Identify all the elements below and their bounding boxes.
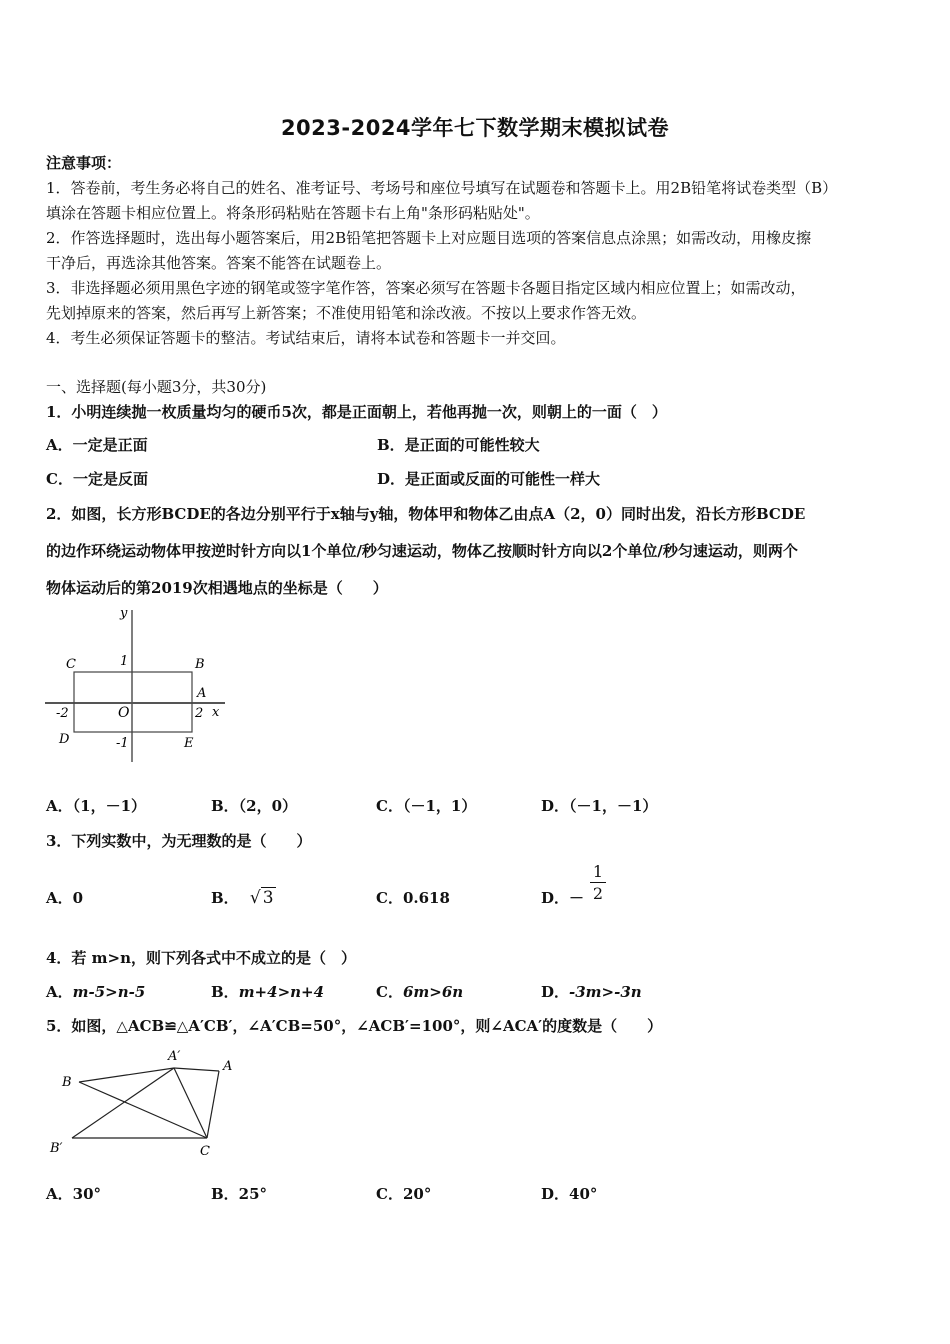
q2-option-d: D．（－1，－1） (541, 797, 658, 815)
notice-line: 2．作答选择题时，选出每小题答案后，用2B铅笔把答题卡上对应题目选项的答案信息点涂黑；如需改动，用橡皮擦 (46, 229, 812, 247)
tick-label-1: 1 (120, 654, 129, 669)
vertex-a-prime-label: A′ (168, 1049, 181, 1064)
q4-option-c (376, 981, 463, 1002)
q4-option-a-label: A． (46, 983, 73, 1001)
tick-label-neg2: -2 (56, 706, 69, 721)
q2-option-a: A．（1，－1） (46, 797, 147, 815)
q4-option-c-expr: 6m>6n (402, 983, 464, 1001)
q5-option-b: B．25° (211, 1185, 268, 1203)
question-5-stem: 5．如图，△ACB≌△A′CB′，∠A′CB=50°，∠ACB′=100°，则∠ACA′的度数是（ ） (46, 1017, 663, 1035)
segment-a1c (174, 1068, 207, 1138)
q5-option-a: A．30° (46, 1185, 102, 1203)
point-b-label: B (195, 657, 205, 672)
q4-option-d (541, 981, 642, 1002)
segment-bc (79, 1082, 207, 1138)
q3-option-c: C．0.618 (376, 889, 450, 907)
point-c-label: C (66, 657, 76, 672)
point-a-label: A (197, 686, 207, 701)
sqrt-radicand: 3 (262, 888, 274, 908)
notice-line: 先划掉原来的答案，然后再写上新答案；不准使用铅笔和涂改液。不按以上要求作答无效。 (46, 304, 647, 322)
question-2-line3: 物体运动后的第2019次相遇地点的坐标是（ ） (46, 579, 388, 597)
page-title: 2023-2024学年七下数学期末模拟试卷 (280, 116, 670, 140)
q2-coordinate-figure (40, 600, 240, 775)
q4-option-b (211, 981, 324, 1002)
vertex-a-label: A (223, 1059, 233, 1074)
q4-option-b-label: B． (211, 983, 239, 1001)
q1-option-b: B．是正面的可能性较大 (377, 436, 540, 454)
segment-ba1 (79, 1068, 174, 1082)
fraction-denominator: 2 (592, 884, 604, 903)
q5-triangle-figure (44, 1042, 244, 1162)
x-axis-label: x (212, 705, 220, 720)
q1-option-c: C．一定是反面 (46, 470, 148, 488)
segment-ac (207, 1071, 219, 1138)
question-1-stem: 1．小明连续抛一枚质量均匀的硬币5次，都是正面朝上，若他再抛一次，则朝上的一面（ ） (46, 403, 667, 421)
tick-label-neg1: -1 (116, 736, 129, 751)
notice-line: 1．答卷前，考生务必将自己的姓名、准考证号、考场号和座位号填写在试题卷和答题卡上。用2B铅笔将试卷类型（B） (46, 179, 838, 197)
q2-option-b: B．（2，0） (211, 797, 298, 815)
notice-line: 4．考生必须保证答题卡的整洁。考试结束后，请将本试卷和答题卡一并交回。 (46, 329, 566, 347)
point-e-label: E (184, 736, 194, 751)
fraction-bar (590, 882, 606, 883)
origin-label: O (118, 705, 130, 721)
q1-option-d: D．是正面或反面的可能性一样大 (377, 470, 601, 488)
tick-label-2: 2 (195, 706, 204, 721)
q4-option-d-expr: -3m>-3n (569, 983, 642, 1001)
y-axis-label: y (120, 606, 128, 621)
question-2-line1: 2．如图，长方形BCDE的各边分别平行于x轴与y轴，物体甲和物体乙由点A（2，0）同时出发，沿长方形BCDE (46, 505, 806, 523)
segment-a1a (174, 1068, 219, 1071)
q3-option-b (211, 887, 276, 908)
q3-option-d-label: D．－ (541, 889, 585, 907)
q4-option-d-label: D． (541, 983, 570, 1001)
fraction-one-half (590, 862, 606, 903)
vertex-b-prime-label: B′ (50, 1141, 63, 1156)
segment-b1a1 (72, 1068, 174, 1138)
sqrt-radical-icon: √ (249, 888, 261, 908)
q3-option-b-label: B． (211, 889, 239, 907)
notice-line: 填涂在答题卡相应位置上。将条形码粘贴在答题卡右上角"条形码粘贴处"。 (46, 204, 540, 222)
q3-option-a: A．0 (46, 889, 84, 907)
fraction-numerator: 1 (592, 862, 604, 881)
q3-option-d (541, 887, 584, 908)
q5-option-c: C．20° (376, 1185, 432, 1203)
q2-option-c: C．（－1，1） (376, 797, 477, 815)
point-d-label: D (59, 732, 70, 747)
q5-option-d: D．40° (541, 1185, 598, 1203)
question-2-line2: 的边作环绕运动物体甲按逆时针方向以1个单位/秒匀速运动，物体乙按顺时针方向以2个单位/秒匀速运动，则两个 (46, 542, 798, 560)
section-heading: 一、选择题(每小题3分，共30分) (46, 378, 267, 396)
notice-line: 干净后，再选涂其他答案。答案不能答在试题卷上。 (46, 254, 392, 272)
notice-heading: 注意事项： (46, 154, 122, 172)
question-3-stem: 3．下列实数中，为无理数的是（ ） (46, 832, 312, 850)
q4-option-c-label: C． (376, 983, 403, 1001)
q1-option-a: A．一定是正面 (46, 436, 148, 454)
q4-option-b-expr: m+4>n+4 (238, 983, 325, 1001)
notice-line: 3．非选择题必须用黑色字迹的钢笔或签字笔作答，答案必须写在答题卡各题目指定区域内相应位置上；如需改动， (46, 279, 806, 297)
sqrt-expression (250, 888, 276, 908)
question-4-stem: 4．若 m>n，则下列各式中不成立的是（ ） (46, 949, 357, 967)
q4-option-a (46, 981, 145, 1002)
vertex-c-label: C (200, 1144, 210, 1159)
vertex-b-label: B (62, 1075, 72, 1090)
q4-option-a-expr: m-5>n-5 (72, 983, 146, 1001)
